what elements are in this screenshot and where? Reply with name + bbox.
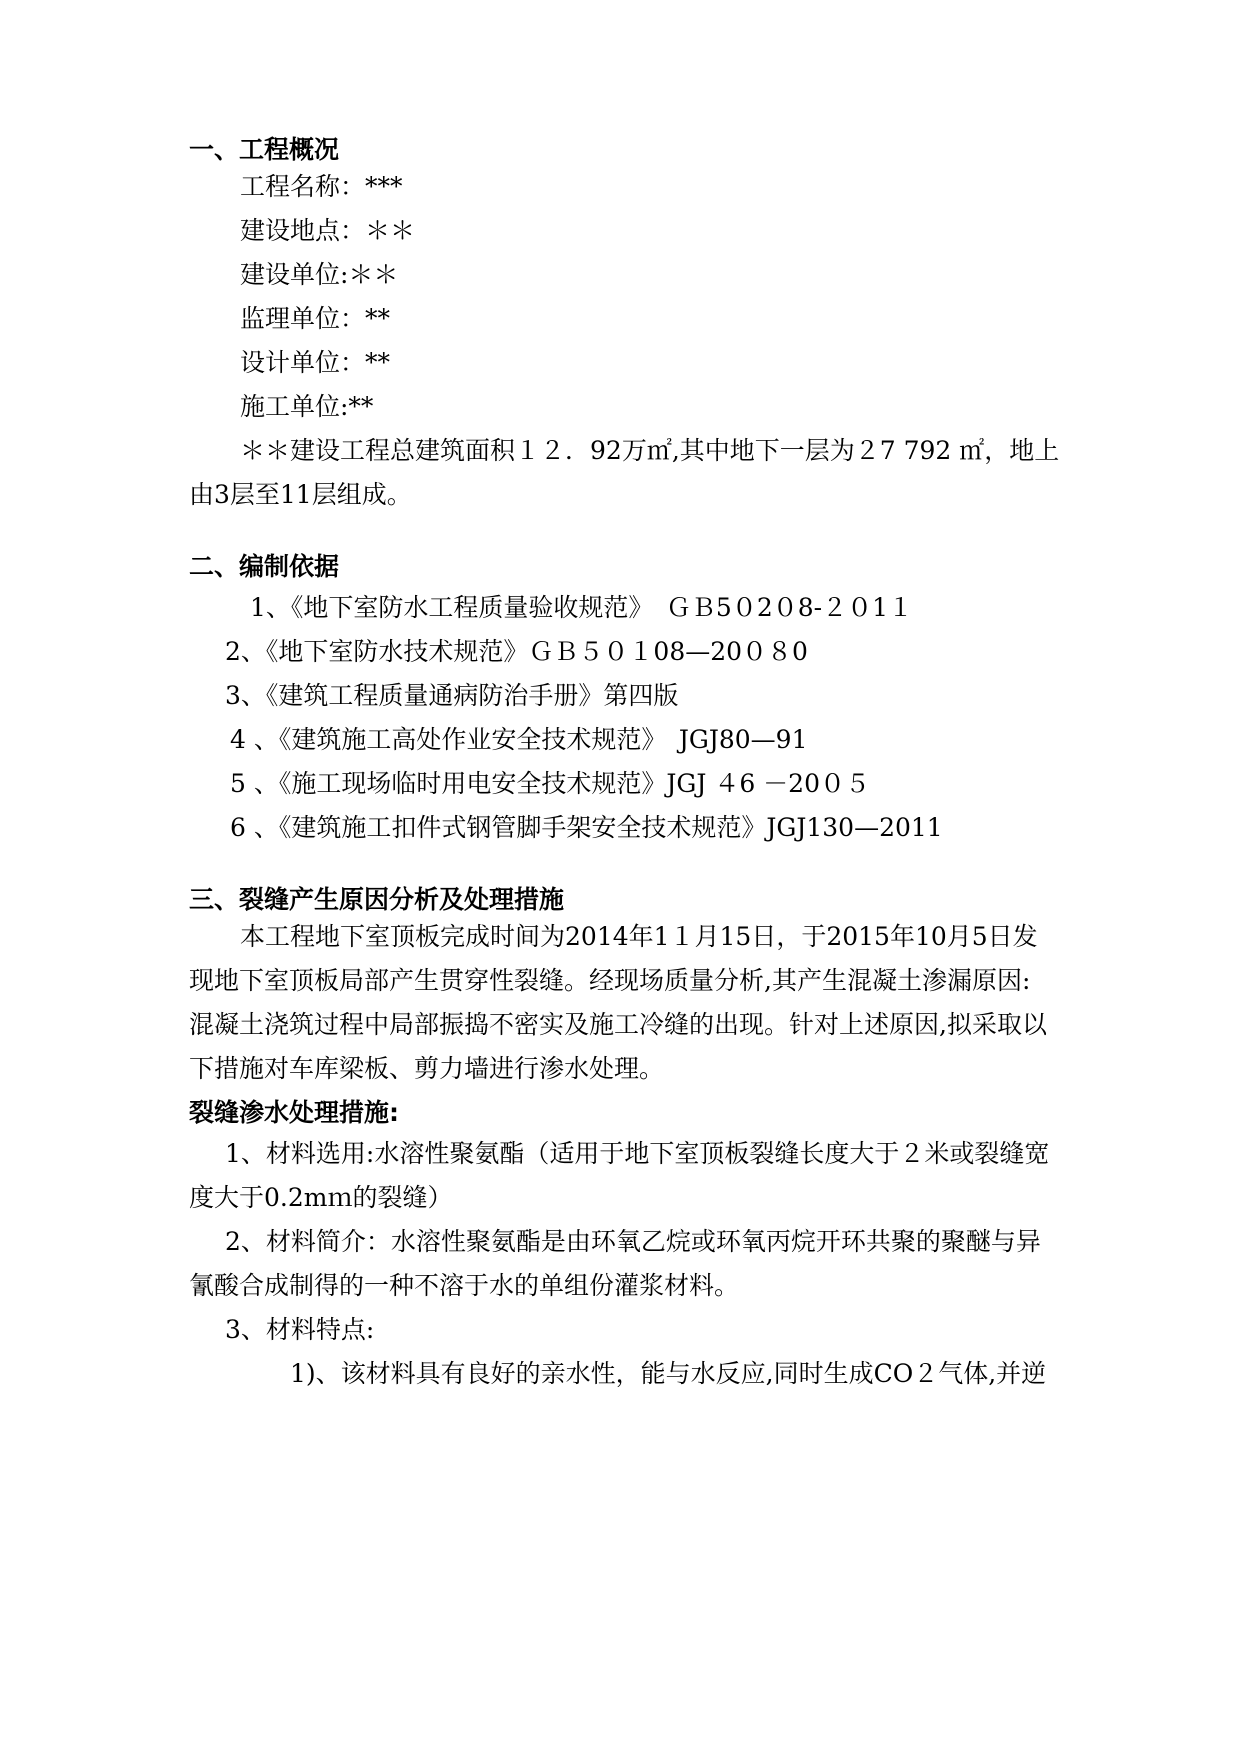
overview-summary-line-2: 由3层至11层组成。 [189, 480, 412, 509]
measure-3-item-1: 1)、该材料具有良好的亲水性，能与水反应,同时生成CO２气体,并逆 [290, 1359, 1047, 1388]
basis-item-5: 5 、《施工现场临时用电安全技术规范》JGJ ４6 －20０５ [230, 769, 870, 798]
overview-item-supervisor: 监理单位：** [240, 304, 391, 333]
basis-item-4: 4 、《建筑施工高处作业安全技术规范》 JGJ80—91 [230, 725, 808, 754]
analysis-para-line-3: 混凝土浇筑过程中局部振捣不密实及施工冷缝的出现。针对上述原因,拟采取以 [189, 1010, 1047, 1039]
overview-item-contractor: 施工单位:** [240, 392, 374, 421]
overview-item-project-name: 工程名称：*** [240, 172, 403, 201]
measure-1-line-2: 度大于0.2mｍ的裂缝） [189, 1183, 453, 1212]
basis-item-1: 1、《地下室防水工程质量验收规范》 ＧＢ5０2０8-２０1１ [250, 593, 913, 622]
measure-3-heading: 3、材料特点: [225, 1315, 375, 1344]
overview-item-designer: 设计单位：** [240, 348, 391, 377]
measure-1-line-1: 1、材料选用:水溶性聚氨酯（适用于地下室顶板裂缝长度大于２米或裂缝宽 [225, 1139, 1050, 1168]
overview-summary-line-1: ＊＊建设工程总建筑面积１２．92万㎡,其中地下一层为２7 792 ㎡，地上 [240, 436, 1060, 465]
basis-item-3: 3、《建筑工程质量通病防治手册》第四版 [225, 681, 679, 710]
overview-item-owner: 建设单位:＊＊ [240, 260, 399, 289]
measure-2-line-2: 氰酸合成制得的一种不溶于水的单组份灌浆材料。 [189, 1271, 740, 1300]
measure-2-line-1: 2、材料简介：水溶性聚氨酯是由环氧乙烷或环氧丙烷开环共聚的聚醚与异 [225, 1227, 1041, 1256]
section-heading-basis: 二、编制依据 [189, 552, 340, 581]
section-heading-overview: 一、工程概况 [189, 135, 340, 164]
analysis-para-line-4: 下措施对车库梁板、剪力墙进行渗水处理。 [189, 1054, 665, 1083]
basis-item-6: 6 、《建筑施工扣件式钢管脚手架安全技术规范》JGJ130—2011 [230, 813, 943, 842]
analysis-para-line-1: 本工程地下室顶板完成时间为2014年1１月15日，于2015年10月5日发 [240, 922, 1038, 951]
section-heading-analysis: 三、裂缝产生原因分析及处理措施 [189, 885, 565, 914]
basis-item-2: 2、《地下室防水技术规范》ＧＢ５０１08—20０８0 [225, 637, 808, 666]
analysis-para-line-2: 现地下室顶板局部产生贯穿性裂缝。经现场质量分析,其产生混凝土渗漏原因: [189, 966, 1031, 995]
overview-item-location: 建设地点：＊＊ [240, 216, 416, 245]
measures-heading: 裂缝渗水处理措施: [189, 1098, 399, 1127]
